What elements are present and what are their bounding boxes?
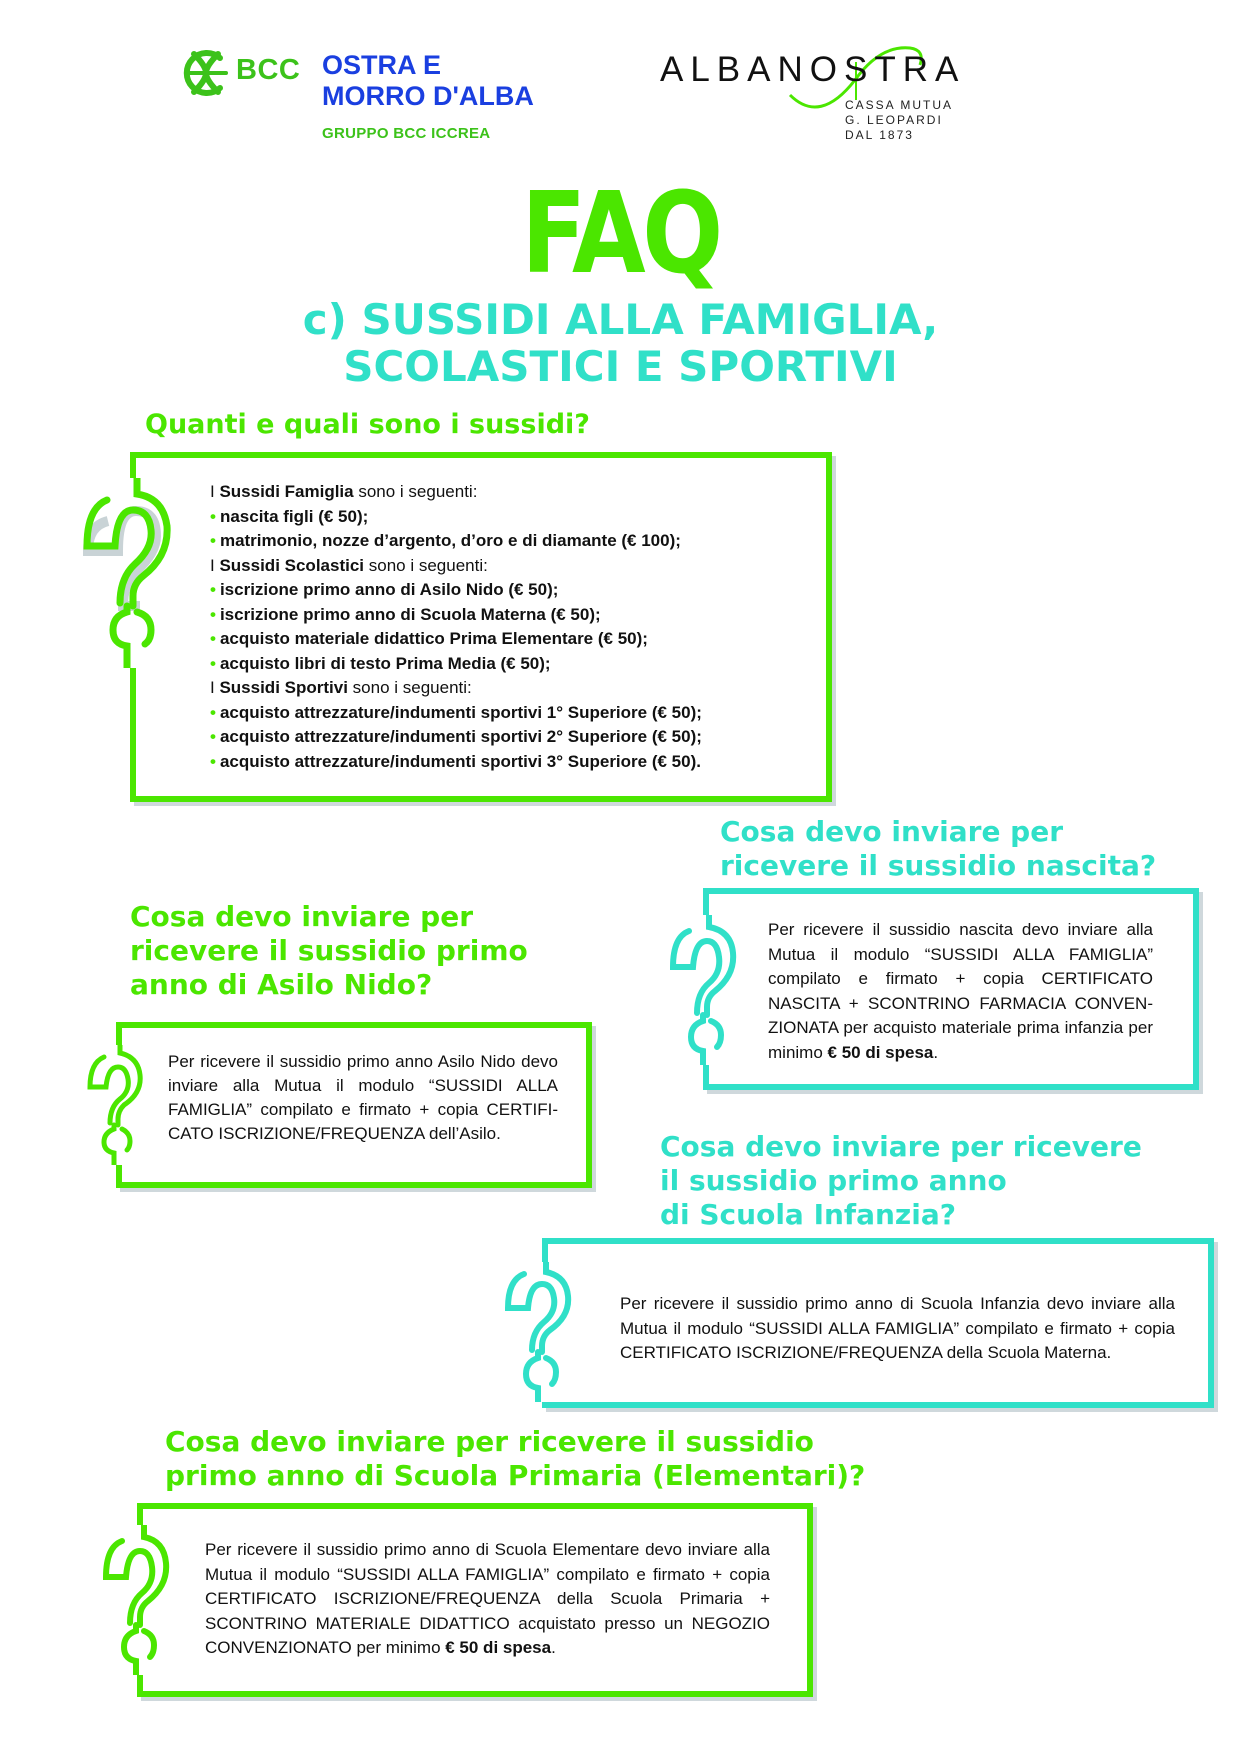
faq-question-1: Quanti e quali sono i sussidi? [145,409,590,440]
group-heading-scolastici: I Sussidi Scolastici sono i seguenti: [210,555,488,575]
bullet-icon: • [210,727,216,746]
list-item: • acquisto attrezzature/indumenti sportivi 1° Superiore (€ 50); [210,702,702,722]
question-mark-icon [500,1262,580,1402]
bullet-icon: • [210,629,216,648]
bullet-icon: • [210,531,216,550]
subtitle-line2: SCOLASTICI E SPORTIVI [343,342,898,391]
bullet-icon: • [210,580,216,599]
albanostra-wordmark: ALBANOSTRA [660,50,966,89]
albanostra-logo [660,40,1060,150]
albanostra-sub-line1: CASSA MUTUA [845,98,954,112]
bank-name-line2: MORRO D'ALBA [322,81,534,111]
faq-question-infanzia: Cosa devo inviare per ricevere il sussidio primo anno di Scuola Infanzia? [660,1130,1142,1231]
question-mark-icon [98,1525,178,1675]
page-subtitle [0,296,1241,390]
group-heading-sportivi: I Sussidi Sportivi sono i seguenti: [210,678,472,697]
list-item: • acquisto materiale didattico Prima Elementare (€ 50); [210,629,648,648]
faq-answer-infanzia: Per ricevere il sussidio primo anno di Scuola Infanzia devo inviare alla Mutua il modulo “SUSSIDI ALLA FAMIGLIA” compilato e firmato + copia CERTIFICATO ISCRIZIONE/FREQUENZA della Scuola Materna. [620,1294,1175,1362]
bullet-icon: • [210,751,216,771]
faq-question-nascita: Cosa devo inviare per ricevere il sussidio nascita? [720,815,1157,882]
list-item: • matrimonio, nozze d’argento, d’oro e di diamante (€ 100); [210,531,681,550]
question-mark-icon [75,478,185,668]
bcc-logo [180,40,620,150]
faq-answer-asilo: Per ricevere il sussidio primo anno Asilo Nido devo inviare alla Mutua il modulo “SUSSIDI ALLA FAMIGLIA” compilato e firmato + copia CERTIFI-CATO ISCRIZIONE/FREQUENZA dell’Asilo. [168,1052,558,1143]
albanostra-sub-line2: G. LEOPARDI [845,113,943,127]
list-item: • acquisto attrezzature/indumenti sportivi 3° Superiore (€ 50). [210,751,701,771]
bcc-emblem-icon [180,46,232,100]
faq-answer-nascita: Per ricevere il sussidio nascita devo inviare alla Mutua il modulo “SUSSIDI ALLA FAMIGLIA” compilato e firmato + copia CERTIFICATO NASCITA + SCONTRINO FARMACIA CONVEN-ZIONATA per acquisto materiale prima infanzia per minimo € 50 di spesa. [768,920,1153,1062]
question-mark-icon [82,1045,154,1165]
page-title: FAQ [521,169,720,299]
faq-answer-1 [210,480,810,774]
bullet-icon: • [210,702,216,722]
albanostra-subtitle [845,98,953,143]
bank-group: GRUPPO BCC ICCREA [322,125,491,142]
list-item: • iscrizione primo anno di Asilo Nido (€ 50); [210,580,559,599]
subtitle-line1: c) SUSSIDI ALLA FAMIGLIA, [302,295,939,344]
question-mark-icon [665,915,745,1065]
bcc-wordmark: BCC [236,54,301,86]
list-item: • nascita figli (€ 50); [210,506,369,526]
faq-question-asilo: Cosa devo inviare per ricevere il sussidio primo anno di Asilo Nido? [130,900,528,1001]
list-item: • iscrizione primo anno di Scuola Materna (€ 50); [210,604,601,624]
list-item: • acquisto attrezzature/indumenti sportivi 2° Superiore (€ 50); [210,727,702,746]
bullet-icon: • [210,604,216,624]
faq-answer-primaria: Per ricevere il sussidio primo anno di Scuola Elementare devo inviare alla Mutua il modulo “SUSSIDI ALLA FAMIGLIA” compilato e firmato + copia CERTIFICATO ISCRIZIONE/FREQUENZA della Scuola Primaria + SCONTRINO MATERIALE DIDATTICO acquistato presso un NEGOZIO CONVENZIONATO per minimo € 50 di spesa. [205,1540,770,1657]
bullet-icon: • [210,653,216,673]
bank-name [322,50,534,112]
albanostra-sub-line3: DAL 1873 [845,128,914,142]
list-item: • acquisto libri di testo Prima Media (€ 50); [210,653,551,673]
group-heading-famiglia: I Sussidi Famiglia sono i seguenti: [210,482,478,501]
bank-name-line1: OSTRA E [322,50,442,80]
faq-question-primaria: Cosa devo inviare per ricevere il sussidio primo anno di Scuola Primaria (Elementari)? [165,1425,866,1492]
bullet-icon: • [210,506,216,526]
